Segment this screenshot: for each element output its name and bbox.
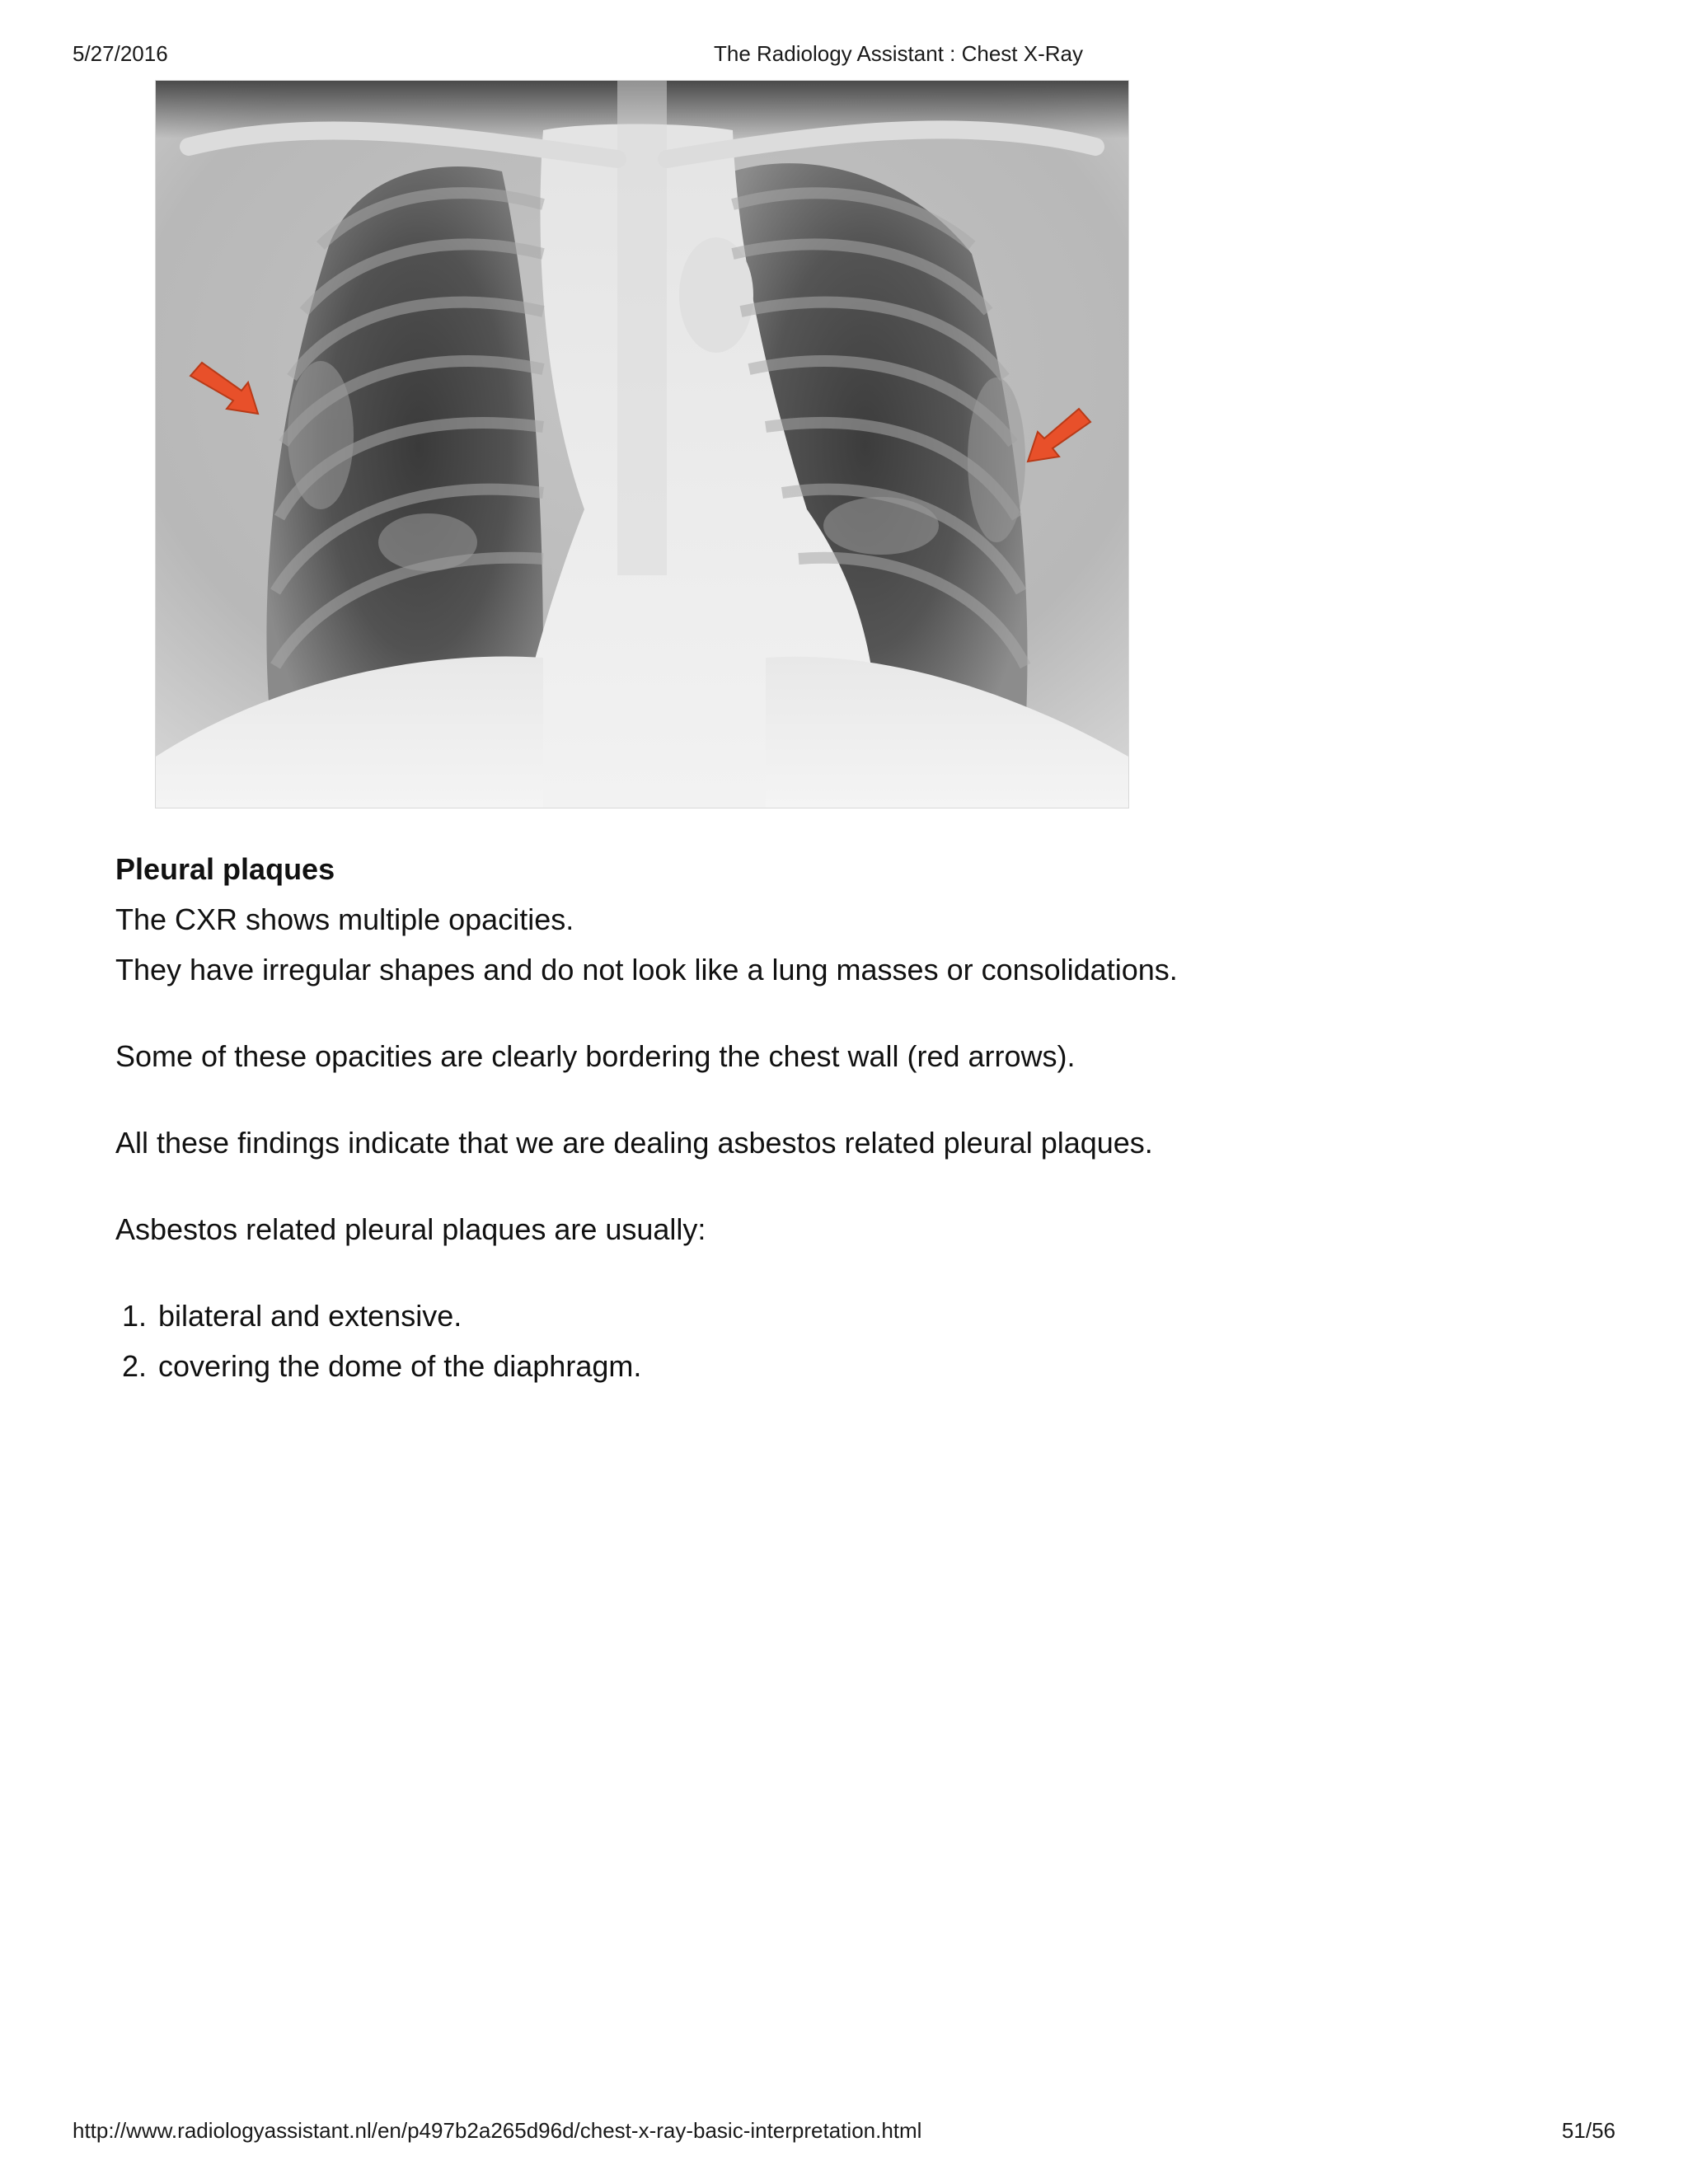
print-date: 5/27/2016: [73, 41, 168, 66]
paragraph: Asbestos related pleural plaques are usually:: [115, 1212, 706, 1246]
section-heading: Pleural plaques: [115, 852, 335, 886]
page-title: The Radiology Assistant : Chest X-Ray: [714, 41, 1083, 66]
list-item: 1. bilateral and extensive.: [155, 1291, 1599, 1341]
paragraph: Some of these opacities are clearly bordering the chest wall (red arrows).: [115, 1039, 1076, 1073]
page-number: 51/56: [1561, 2118, 1615, 2143]
paragraph: All these findings indicate that we are dealing asbestos related pleural plaques.: [115, 1126, 1153, 1160]
findings-list: [115, 1291, 1599, 1391]
list-item: 2. covering the dome of the diaphragm.: [155, 1341, 1599, 1391]
paragraph: They have irregular shapes and do not look like a lung masses or consolidations.: [115, 953, 1178, 987]
article-body: [115, 844, 1599, 1391]
source-url: http://www.radiologyassistant.nl/en/p497b2a265d96d/chest-x-ray-basic-interpretation.html: [73, 2118, 922, 2143]
paragraph: The CXR shows multiple opacities.: [115, 902, 574, 936]
chest-xray-image: [155, 80, 1129, 808]
